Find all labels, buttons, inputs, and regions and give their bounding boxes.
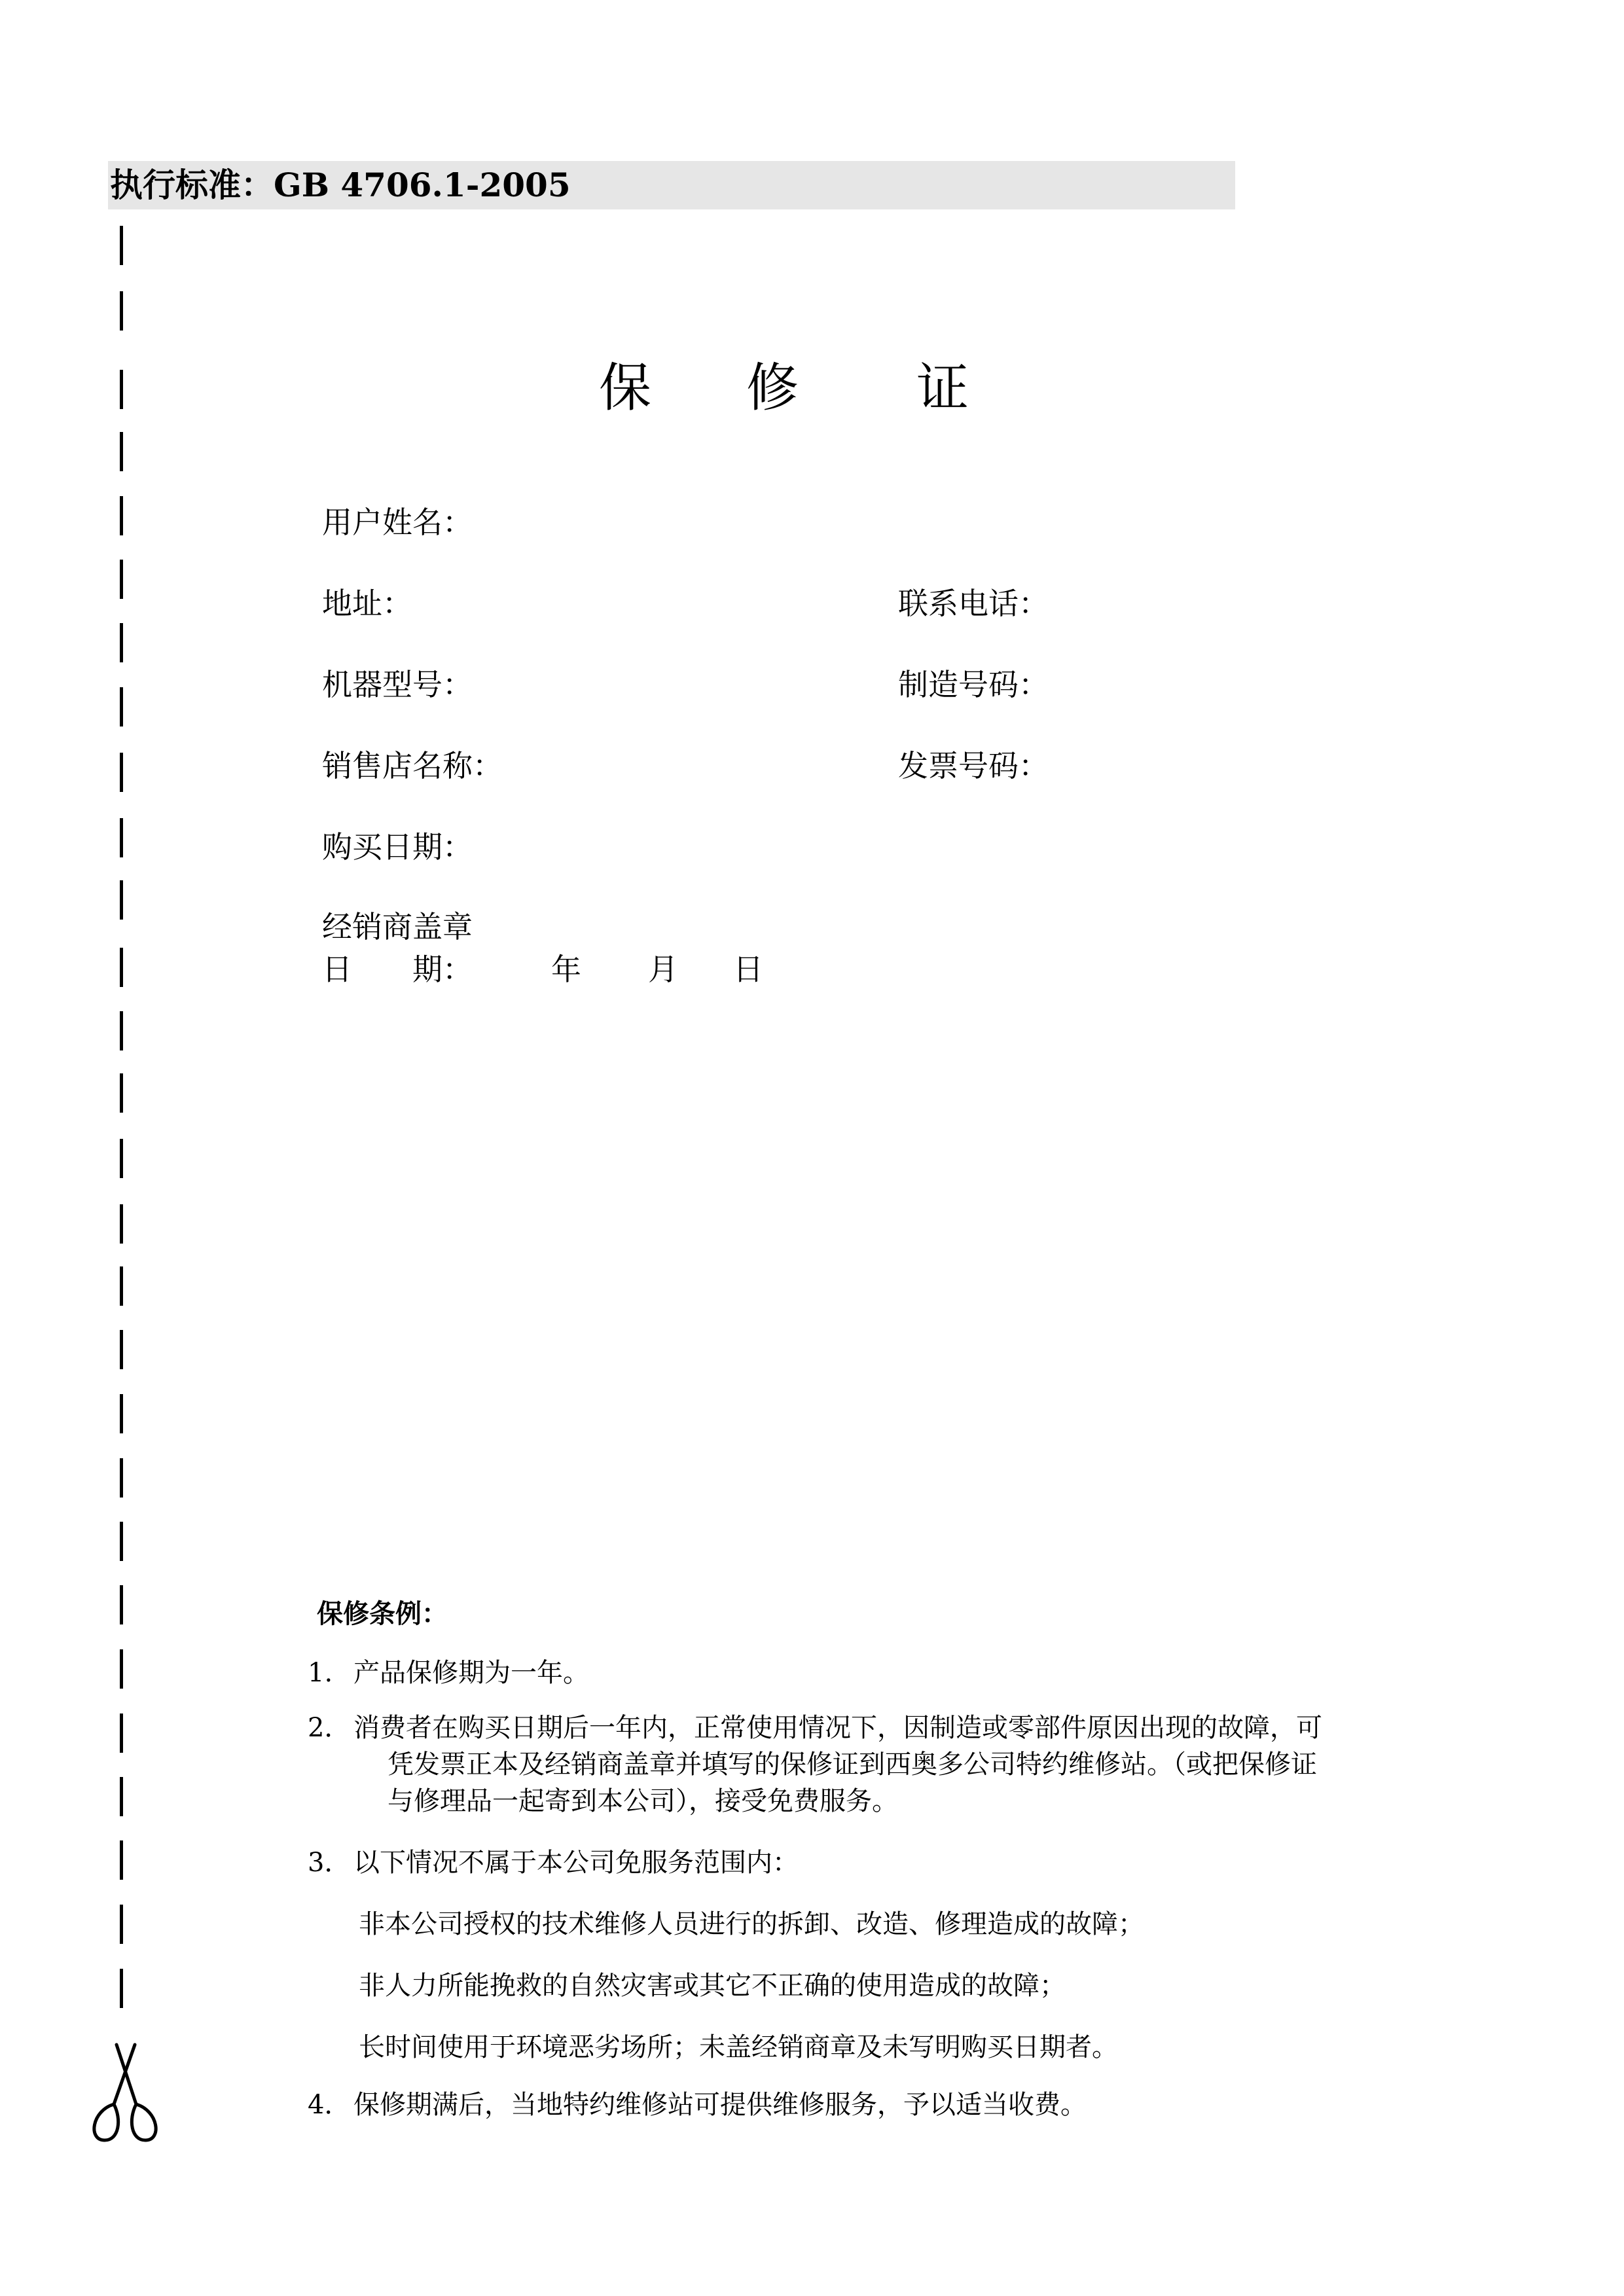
purchase-date-label: 购买日期： [322, 829, 473, 865]
standard-label: 执行标准：GB 4706.1-2005 [110, 166, 571, 204]
cut-dash [120, 1840, 123, 1880]
cut-dash [120, 370, 123, 409]
year-label: 年 [551, 952, 581, 987]
cut-dash [120, 291, 123, 331]
model-label: 机器型号： [322, 667, 473, 702]
cut-dash [120, 1073, 123, 1113]
cut-dash [120, 1011, 123, 1050]
cut-dash [120, 948, 123, 987]
title-char-xiu: 修 [746, 357, 799, 418]
cut-dash [120, 623, 123, 662]
month-label: 月 [648, 952, 678, 987]
phone-label: 联系电话： [898, 586, 1049, 621]
cut-dash [120, 1713, 123, 1753]
clause-3-number: 3． [308, 1848, 351, 1878]
cut-dash [120, 432, 123, 471]
cut-dash [120, 1969, 123, 2008]
clause-2-number: 2． [308, 1713, 351, 1743]
clause-1: 产品保修期为一年。 [353, 1658, 589, 1688]
clauses-heading: 保修条例： [317, 1599, 448, 1629]
cut-dash [120, 1330, 123, 1369]
clause-2-line-3: 与修理品一起寄到本公司），接受免费服务。 [388, 1786, 898, 1816]
clause-3-item-b: 非人力所能挽救的自然灾害或其它不正确的使用造成的故障； [359, 1971, 1066, 2001]
invoice-number-label: 发票号码： [898, 748, 1049, 783]
address-label: 地址： [322, 586, 412, 621]
cut-dash [120, 1777, 123, 1816]
cut-dash [120, 880, 123, 920]
cut-dash [120, 226, 123, 265]
cut-dash [120, 1266, 123, 1306]
cut-dash [120, 560, 123, 599]
cut-dash [120, 1204, 123, 1244]
cut-dash [120, 818, 123, 857]
store-name-label: 销售店名称： [322, 748, 503, 783]
cut-dash [120, 496, 123, 535]
cut-dash [120, 1458, 123, 1498]
clause-3-item-c: 长时间使用于环境恶劣场所；未盖经销商章及未写明购买日期者。 [359, 2032, 1118, 2062]
cut-dash [120, 1649, 123, 1689]
cut-dash [120, 1585, 123, 1624]
clause-1-number: 1. [308, 1658, 333, 1688]
user-name-label: 用户姓名： [322, 505, 473, 540]
cut-dash [120, 687, 123, 726]
title-char-zheng: 证 [916, 357, 969, 418]
serial-number-label: 制造号码： [898, 667, 1049, 702]
cut-dash [120, 753, 123, 792]
cut-dash [120, 1522, 123, 1561]
clause-3-item-a: 非本公司授权的技术维修人员进行的拆卸、改造、修理造成的故障； [359, 1909, 1144, 1939]
cut-dash [120, 1139, 123, 1178]
day-label: 日 [733, 952, 763, 987]
clause-2-line-1: 消费者在购买日期后一年内，正常使用情况下，因制造或零部件原因出现的故障，可 [353, 1713, 1322, 1743]
scissors-icon [85, 2042, 164, 2147]
title-char-bao: 保 [599, 357, 651, 418]
clause-2-line-2: 凭发票正本及经销商盖章并填写的保修证到西奥多公司特约维修站。（或把保修证 [388, 1749, 1317, 1780]
cut-dash [120, 1905, 123, 1944]
clause-4: 保修期满后，当地特约维修站可提供维修服务，予以适当收费。 [353, 2090, 1087, 2120]
clause-3: 以下情况不属于本公司免服务范围内： [353, 1848, 799, 1878]
cut-dash [120, 1394, 123, 1433]
stamp-date-label: 日 期： [322, 952, 473, 987]
clause-4-number: 4． [308, 2090, 351, 2120]
dealer-stamp-label: 经销商盖章 [322, 909, 473, 944]
